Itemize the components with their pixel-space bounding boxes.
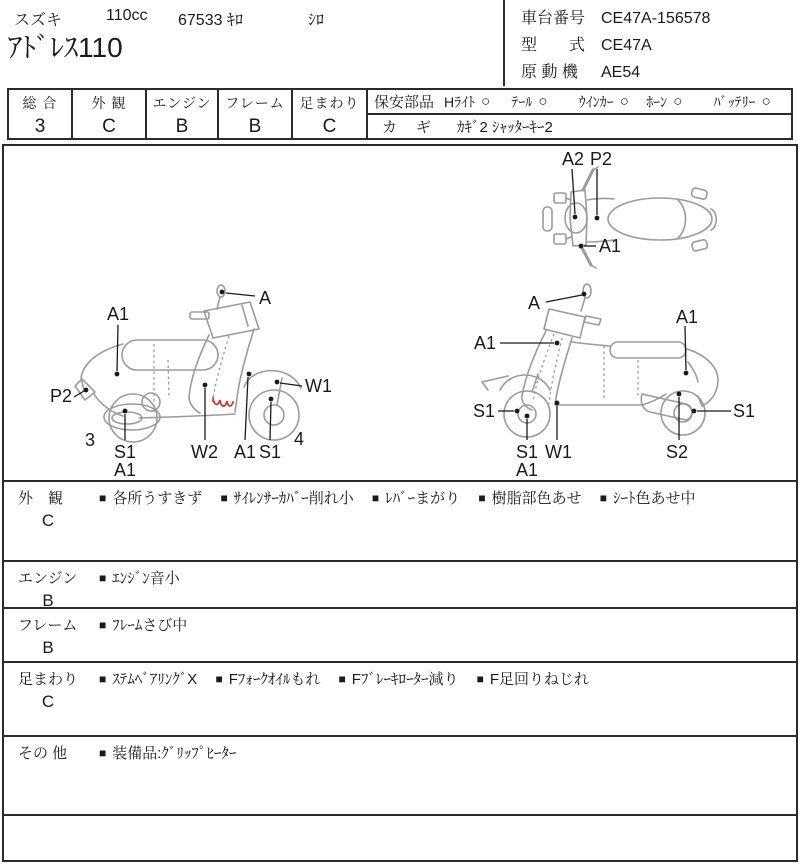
detail-row-other <box>4 735 796 814</box>
bullet-square-icon: ■ <box>220 491 228 505</box>
comment-item <box>339 669 459 690</box>
rating-grade: C <box>322 116 337 137</box>
comment-text: ﾚﾊﾞｰまがり <box>385 490 461 507</box>
ok-circle-mark: ○ <box>538 93 548 110</box>
comment-text: ｴﾝｼﾞﾝ音小 <box>112 570 180 587</box>
safety-item-horn <box>646 92 713 112</box>
engine-code-label: 原 動 機 <box>521 64 578 81</box>
rating-label: 足まわり <box>299 95 360 111</box>
safety-item-label: ﾊﾞｯﾃﾘｰ <box>713 93 756 110</box>
bullet-square-icon: ■ <box>338 672 346 686</box>
detail-comments <box>99 743 788 764</box>
rating-cell-frame <box>219 90 293 138</box>
damage-label-w1: W1 <box>545 442 572 462</box>
comment-item <box>600 488 696 509</box>
displacement: 110cc <box>106 7 148 24</box>
damage-label-a1-shield: A1 <box>474 333 497 353</box>
rating-cell-engine <box>147 90 219 138</box>
safety-item-label: ﾎｰﾝ <box>646 93 668 110</box>
comment-item <box>372 488 460 509</box>
chassis-number-label: 車台番号 <box>521 10 586 27</box>
detail-row-engine <box>4 560 796 610</box>
ok-circle-mark: ○ <box>761 93 771 110</box>
rating-cell-undercarriage <box>293 90 368 138</box>
safety-parts-row <box>368 90 791 115</box>
mileage: 67533 ｷﾛ <box>178 12 243 29</box>
damage-label-w2: W2 <box>191 442 218 462</box>
bullet-square-icon: ■ <box>99 618 107 632</box>
damage-label-a1-body: A1 <box>107 304 130 324</box>
damage-label-p2: P2 <box>590 149 613 169</box>
detail-row-empty <box>4 814 796 860</box>
engine-code-row <box>521 59 640 82</box>
rating-label: エンジン <box>152 95 212 111</box>
rating-cell-exterior <box>73 90 147 138</box>
detail-label: その 他 <box>18 745 68 762</box>
detail-grade: C <box>41 511 55 530</box>
rating-label: フレーム <box>225 95 285 111</box>
model-code-value: CE47A <box>601 37 652 54</box>
damage-label-a1: A1 <box>599 236 622 256</box>
comment-text: ｼｰﾄ色あせ中 <box>613 490 696 507</box>
body-color: ｼﾛ <box>308 12 325 29</box>
scooter-right-side-diagram <box>454 278 799 480</box>
ok-circle-mark: ○ <box>673 93 683 110</box>
comment-text: F足回りねじれ <box>489 671 590 688</box>
engine-code-value: AE54 <box>601 64 641 81</box>
damage-label-a1-front: A1 <box>516 460 539 480</box>
rating-grade: B <box>175 116 189 137</box>
safety-item-winker <box>579 92 646 112</box>
damage-label-a1-front: A1 <box>234 442 257 462</box>
damage-label-a1-rear: A1 <box>114 460 137 480</box>
scooter-top-view-diagram <box>530 148 800 275</box>
rating-label: 総 合 <box>22 95 58 111</box>
detail-label: 足まわり <box>18 671 79 688</box>
wheel-number-front: 4 <box>294 429 305 449</box>
safety-item-label: Hﾗｲﾄ <box>444 93 476 110</box>
model-code-row <box>521 32 652 55</box>
detail-row-exterior <box>4 480 796 560</box>
safety-item-tail <box>511 92 578 112</box>
comment-text: Fﾌﾞﾚｰｷﾛｰﾀｰ減り <box>351 671 459 688</box>
detail-comments <box>99 669 788 690</box>
rating-grade: 3 <box>34 116 46 137</box>
rating-grade: B <box>248 116 262 137</box>
identification-block <box>503 0 800 86</box>
ok-circle-mark: ○ <box>481 93 491 110</box>
rating-label: 外 観 <box>91 95 127 111</box>
bullet-square-icon: ■ <box>99 491 107 505</box>
detail-comments <box>99 488 788 509</box>
comment-item <box>220 488 353 509</box>
comment-text: ｻｲﾚﾝｻｰｶﾊﾞｰ削れ小 <box>233 490 354 507</box>
detail-label: エンジン <box>18 570 78 587</box>
rating-cell-overall <box>9 90 73 138</box>
comment-item <box>99 669 197 690</box>
detail-comments <box>99 615 788 636</box>
bullet-square-icon: ■ <box>599 491 607 505</box>
detail-grade: B <box>42 638 54 657</box>
damage-label-a: A <box>528 293 541 313</box>
damage-label-s2: S2 <box>666 442 689 462</box>
comment-item <box>477 669 589 690</box>
bullet-square-icon: ■ <box>478 491 486 505</box>
safety-parts-block <box>368 90 791 138</box>
key-row <box>368 115 791 138</box>
comment-item <box>99 568 180 589</box>
safety-parts-label: 保安部品 <box>374 94 435 111</box>
chassis-number-row <box>521 5 710 28</box>
damage-label-s1-outer: S1 <box>473 401 496 421</box>
detail-row-frame <box>4 607 796 661</box>
detail-comments <box>99 568 788 589</box>
bullet-square-icon: ■ <box>99 746 107 760</box>
comment-text: 装備品:ｸﾞﾘｯﾌﾟﾋｰﾀｰ <box>112 745 237 762</box>
wheel-number-rear: 3 <box>85 430 96 450</box>
damage-label-w1: W1 <box>305 376 332 396</box>
scooter-right-side-annotations <box>473 292 755 480</box>
damage-label-s1-front: S1 <box>516 442 539 462</box>
detail-row-undercarriage <box>4 661 796 735</box>
detail-label: フレーム <box>18 617 78 634</box>
comment-text: ﾌﾚｰﾑさび中 <box>112 617 188 634</box>
inspection-box <box>2 144 798 862</box>
damage-label-a2: A2 <box>562 149 585 169</box>
safety-item-battery <box>714 92 781 112</box>
model-name: ｱﾄﾞﾚｽ110 <box>8 32 123 63</box>
comment-text: ｽﾃﾑﾍﾞｱﾘﾝｸﾞX <box>112 671 198 688</box>
comment-text: 各所うすきず <box>112 490 203 507</box>
damage-label-s1-rear: S1 <box>114 442 137 462</box>
comment-item <box>99 743 236 764</box>
bullet-square-icon: ■ <box>215 672 223 686</box>
safety-item-label: ｳｲﾝｶｰ <box>578 93 614 110</box>
maker-name: スズキ <box>14 12 63 29</box>
bullet-square-icon: ■ <box>99 571 107 585</box>
comment-text: 樹脂部色あせ <box>491 490 582 507</box>
bullet-square-icon: ■ <box>476 672 484 686</box>
damage-wave-mark <box>213 398 233 406</box>
model-code-label: 型 式 <box>521 37 586 54</box>
detail-label: 外 観 <box>18 490 64 507</box>
comment-item <box>478 488 581 509</box>
comment-item <box>215 669 320 690</box>
safety-item-label: ﾃｰﾙ <box>511 93 533 110</box>
bullet-square-icon: ■ <box>99 672 107 686</box>
bullet-square-icon: ■ <box>371 491 380 505</box>
ratings-grid <box>7 88 793 140</box>
rating-grade: C <box>102 116 116 137</box>
damage-label-s1-rear: S1 <box>733 401 756 421</box>
key-label: カ ギ <box>382 119 434 136</box>
damage-label-p2: P2 <box>50 386 73 406</box>
detail-grade: B <box>42 591 54 610</box>
comment-item <box>99 488 202 509</box>
damage-label-s1-front: S1 <box>259 442 282 462</box>
scooter-top-view-art <box>543 167 716 268</box>
damage-label-a: A <box>259 288 272 308</box>
comment-text: Fﾌｫｰｸｵｲﾙもれ <box>228 671 321 688</box>
chassis-number-value: CE47A-156578 <box>601 10 711 27</box>
ok-circle-mark: ○ <box>619 93 629 110</box>
scooter-left-side-diagram <box>39 278 339 480</box>
damage-label-a1-body: A1 <box>676 307 699 327</box>
comment-item <box>99 615 187 636</box>
detail-grade: C <box>41 692 55 711</box>
safety-item-headlight <box>444 92 511 112</box>
key-value: ｶｷﾞ2 ｼｬｯﾀｰｷｰ2 <box>457 119 553 136</box>
